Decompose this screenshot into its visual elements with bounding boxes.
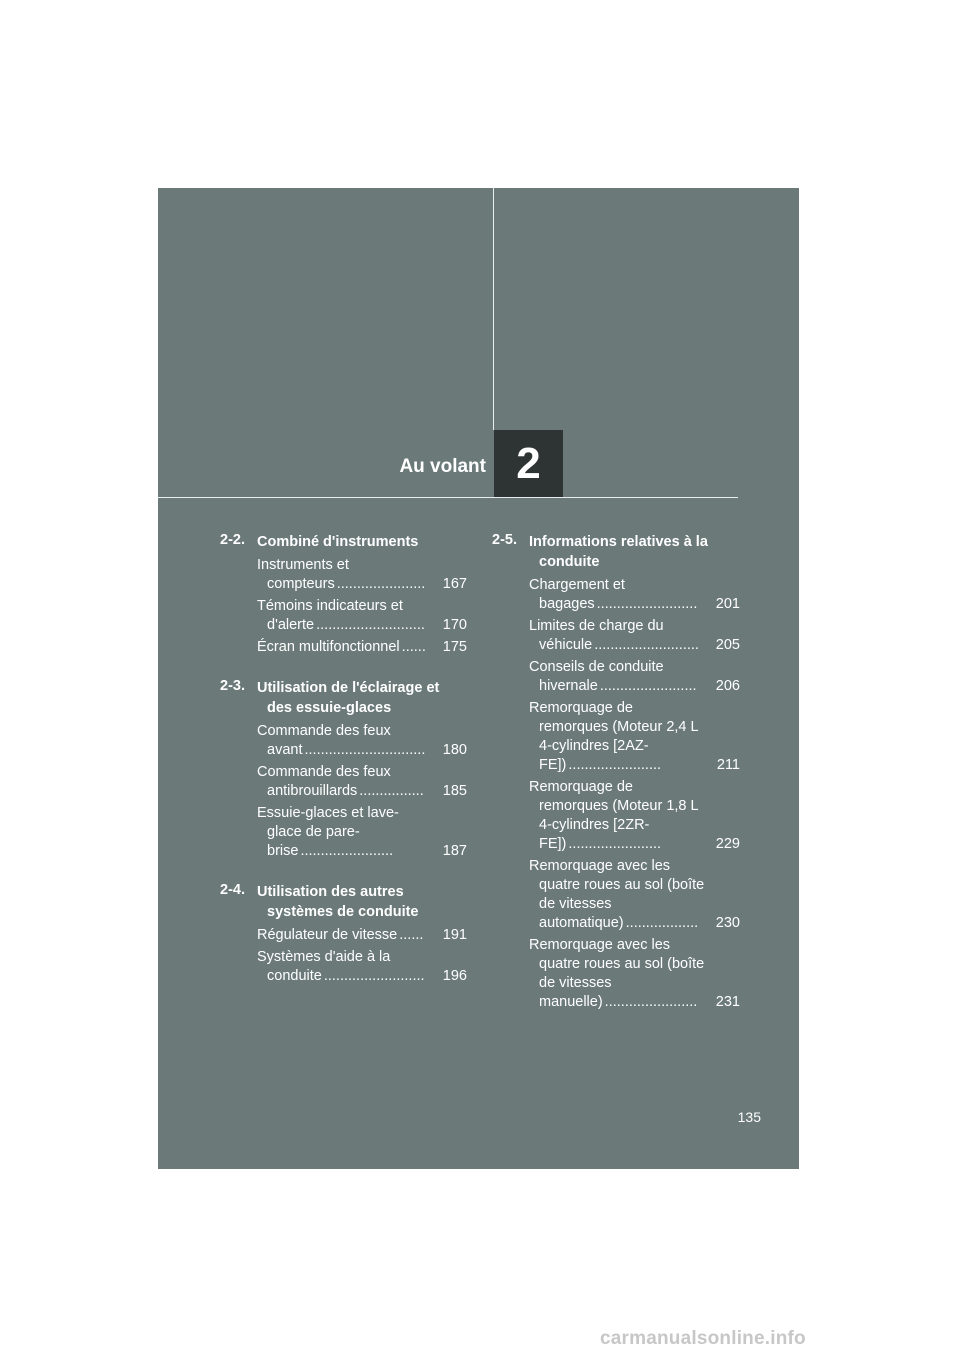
toc-entry[interactable]: [257, 556, 467, 594]
page-number: 135: [737, 1109, 761, 1125]
toc-entry[interactable]: [529, 857, 740, 933]
entry-leader-dots: ......: [399, 927, 424, 943]
toc-entry[interactable]: [257, 597, 467, 635]
entry-title: Chargement et bagages: [529, 577, 625, 612]
entry-leader-dots: .......................: [300, 843, 394, 859]
entry-leader-dots: ..................: [625, 915, 699, 931]
section-number: 2-5.: [492, 532, 517, 548]
entry-page-number: 211: [716, 757, 740, 773]
toc-entry[interactable]: [529, 617, 740, 655]
entry-title: Remorquage de remorques (Moteur 2,4 L 4-cylindres [2AZ-FE]): [529, 700, 699, 773]
toc-entry[interactable]: [529, 699, 740, 775]
entry-page-number: 196: [442, 968, 467, 984]
chapter-panel: [158, 188, 799, 1169]
toc-section: [220, 532, 467, 657]
entry-title: Écran multifonctionnel: [257, 639, 400, 655]
section-number: 2-4.: [220, 882, 245, 898]
entry-title: Témoins indicateurs et d'alerte: [257, 598, 403, 633]
toc-entry[interactable]: [257, 948, 467, 986]
section-number: 2-3.: [220, 678, 245, 694]
toc-entry[interactable]: [257, 763, 467, 801]
entry-page-number: 185: [442, 783, 467, 799]
toc-left-column: [220, 532, 467, 1007]
toc-section: [220, 882, 467, 986]
toc-entry[interactable]: [529, 576, 740, 614]
entry-title: Commande des feux avant: [257, 723, 391, 758]
section-title[interactable]: Utilisation de l'éclairage et des essuie-glaces: [257, 680, 440, 716]
entry-page-number: 201: [715, 596, 740, 612]
section-title[interactable]: Informations relatives à la conduite: [529, 534, 708, 570]
entry-leader-dots: ........................: [599, 678, 697, 694]
toc-entry[interactable]: [257, 722, 467, 760]
entry-leader-dots: .......................: [568, 836, 662, 852]
entry-title: Régulateur de vitesse: [257, 927, 398, 943]
entry-leader-dots: .........................: [323, 968, 425, 984]
horizontal-divider: [158, 497, 738, 498]
entry-leader-dots: ................: [359, 783, 424, 799]
entry-page-number: 175: [442, 639, 467, 655]
entry-leader-dots: .......................: [568, 757, 662, 773]
entry-page-number: 180: [442, 742, 467, 758]
toc-right-column: [492, 532, 740, 1033]
toc-section: [492, 532, 740, 1012]
toc-entry[interactable]: [257, 638, 467, 657]
entry-title: Instruments et compteurs: [257, 557, 349, 592]
entry-page-number: 229: [715, 836, 740, 852]
entry-page-number: 206: [715, 678, 740, 694]
section-number: 2-2.: [220, 532, 245, 548]
entry-title: Remorquage avec les quatre roues au sol (boîte de vitesses manuelle): [529, 937, 705, 1010]
toc-entry[interactable]: [257, 926, 467, 945]
entry-leader-dots: .........................: [596, 596, 698, 612]
entry-leader-dots: ......................: [336, 576, 426, 592]
chapter-number-badge: [494, 430, 563, 497]
entry-leader-dots: ..........................: [594, 637, 699, 653]
toc-entry[interactable]: [529, 658, 740, 696]
entry-page-number: 187: [442, 843, 467, 859]
entry-leader-dots: ......: [401, 639, 426, 655]
toc-entry[interactable]: [529, 936, 740, 1012]
entry-title: Remorquage avec les quatre roues au sol (boîte de vitesses automatique): [529, 858, 705, 931]
entry-page-number: 167: [442, 576, 467, 592]
vertical-divider: [493, 188, 494, 430]
section-title[interactable]: Utilisation des autres systèmes de conduite: [257, 884, 419, 920]
section-title[interactable]: Combiné d'instruments: [257, 534, 419, 550]
entry-title: Essuie-glaces et lave-glace de pare-brise: [257, 805, 399, 859]
toc-section: [220, 678, 467, 861]
entry-page-number: 205: [715, 637, 740, 653]
entry-leader-dots: ...........................: [316, 617, 425, 633]
entry-leader-dots: ..............................: [304, 742, 426, 758]
toc-entry[interactable]: [529, 778, 740, 854]
chapter-number: 2: [516, 438, 541, 488]
chapter-title: Au volant: [399, 456, 486, 477]
entry-page-number: 191: [442, 927, 467, 943]
entry-page-number: 170: [442, 617, 467, 633]
entry-leader-dots: .......................: [604, 994, 698, 1010]
entry-title: Systèmes d'aide à la conduite: [257, 949, 391, 984]
entry-title: Conseils de conduite hivernale: [529, 659, 664, 694]
watermark: carmanualsonline.info: [600, 1328, 806, 1349]
entry-title: Commande des feux antibrouillards: [257, 764, 391, 799]
entry-page-number: 231: [715, 994, 740, 1010]
entry-title: Remorquage de remorques (Moteur 1,8 L 4-cylindres [2ZR-FE]): [529, 779, 699, 852]
entry-title: Limites de charge du véhicule: [529, 618, 664, 653]
entry-page-number: 230: [715, 915, 740, 931]
toc-entry[interactable]: [257, 804, 467, 861]
